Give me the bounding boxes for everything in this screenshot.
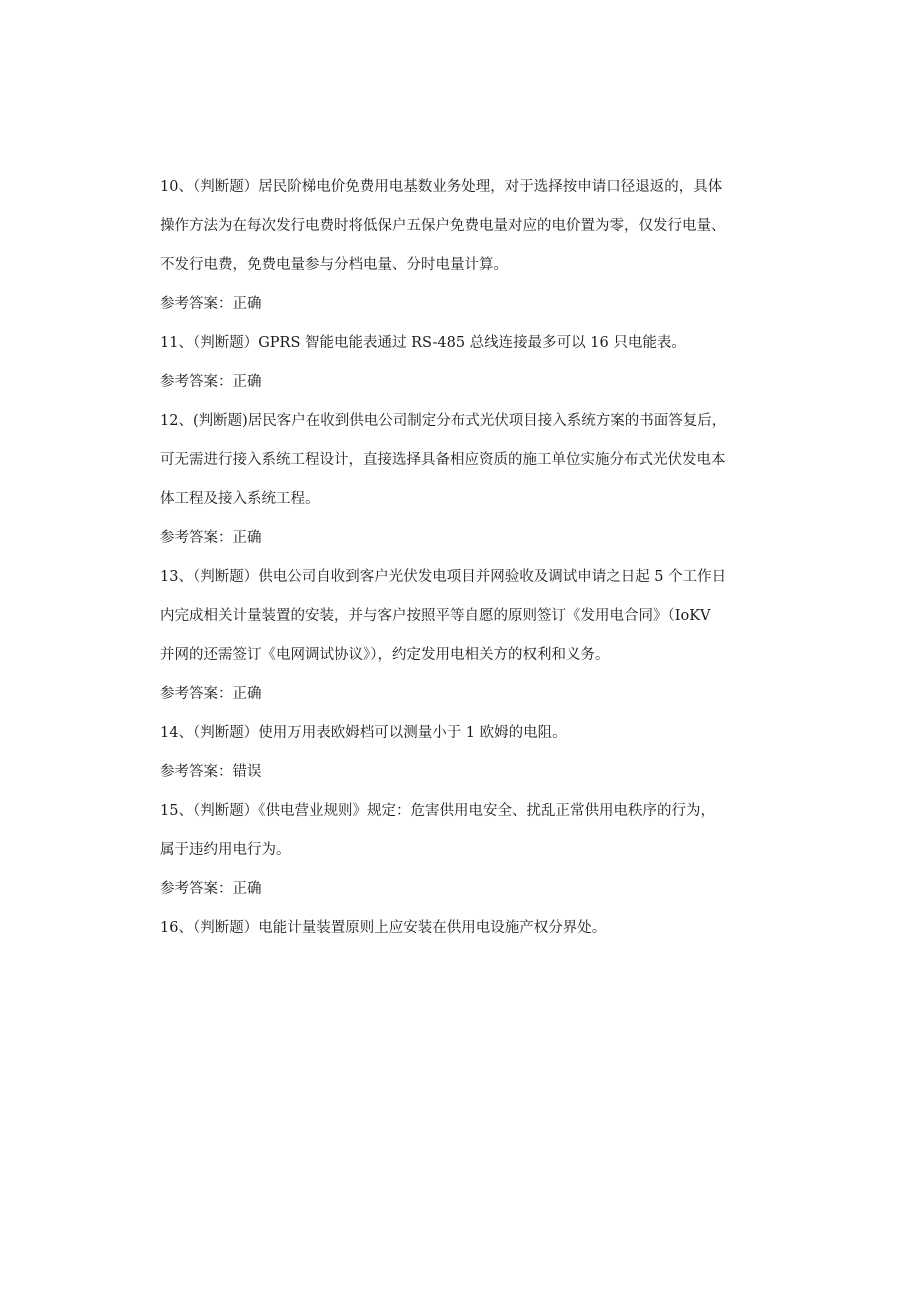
question-12 [160,402,780,558]
question-line: 15、（判断题）《供电营业规则》规定：危害供用电安全、扰乱正常供用电秩序的行为， [160,803,715,819]
question-line: 体工程及接入系统工程。 [160,491,320,507]
question-text [160,558,780,675]
answer-text: 参考答案：正确 [160,530,262,546]
question-line: 14、（判断题）使用万用表欧姆档可以测量小于 1 欧姆的电阻。 [160,725,567,741]
question-11 [160,324,780,402]
question-line: 13、（判断题）供电公司自收到客户光伏发电项目并网验收及调试申请之日起 5 个工作日 [160,569,727,585]
question-text [160,714,780,753]
question-line: 可无需进行接入系统工程设计，直接选择具备相应资质的施工单位实施分布式光伏发电本 [160,452,726,468]
question-line: 10、（判断题）居民阶梯电价免费用电基数业务处理，对于选择按申请口径退返的，具体 [160,179,723,195]
question-15 [160,792,780,909]
question-line: 并网的还需签订《电网调试协议》），约定发用电相关方的权利和义务。 [160,647,610,663]
document-body [160,168,780,948]
answer-text: 参考答案：正确 [160,296,262,312]
question-line: 属于违约用电行为。 [160,842,291,858]
question-text [160,324,780,363]
question-13 [160,558,780,714]
question-10 [160,168,780,324]
question-16 [160,909,780,948]
answer-text: 参考答案：正确 [160,686,262,702]
question-text [160,792,780,870]
answer-text: 参考答案：错误 [160,764,262,780]
question-line: 操作方法为在每次发行电费时将低保户五保户免费电量对应的电价置为零，仅发行电量、 [160,218,726,234]
question-line: 11、（判断题）GPRS 智能电能表通过 RS-485 总线连接最多可以 16 只电能表。 [160,335,686,351]
question-text [160,168,780,285]
question-line: 12、(判断题)居民客户在收到供电公司制定分布式光伏项目接入系统方案的书面答复后， [160,413,727,429]
question-line: 内完成相关计量装置的安装，并与客户按照平等自愿的原则签订《发用电合同》（IoKV [160,608,711,624]
answer-text: 参考答案：正确 [160,374,262,390]
question-14 [160,714,780,792]
answer-text: 参考答案：正确 [160,881,262,897]
question-line: 16、（判断题）电能计量装置原则上应安装在供用电设施产权分界处。 [160,920,607,936]
question-text [160,402,780,519]
question-text [160,909,780,948]
question-line: 不发行电费，免费电量参与分档电量、分时电量计算。 [160,257,508,273]
